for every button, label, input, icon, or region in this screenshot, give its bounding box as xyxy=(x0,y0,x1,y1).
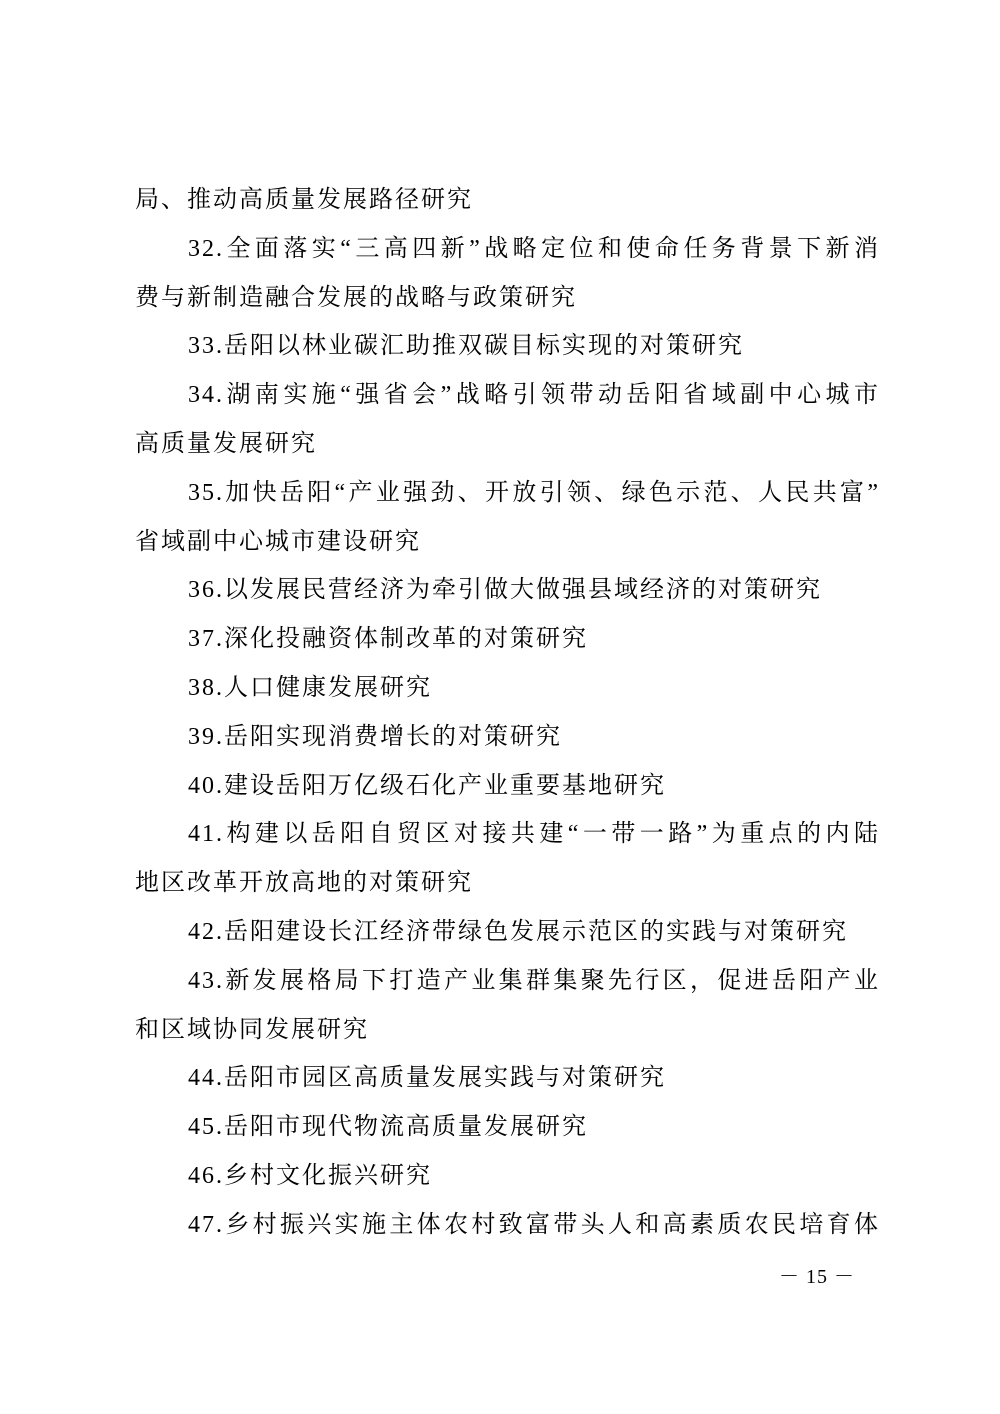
list-item-38 xyxy=(135,664,880,713)
list-item-41 xyxy=(135,810,880,908)
text-line: 和区域协同发展研究 xyxy=(135,1016,369,1043)
text-line: 36.以发展民营经济为牵引做大做强县域经济的对策研究 xyxy=(188,577,822,604)
text-line: 高质量发展研究 xyxy=(135,430,317,457)
list-item-43 xyxy=(135,957,880,1055)
text-line: 37.深化投融资体制改革的对策研究 xyxy=(188,626,588,653)
page-number: － 15 － xyxy=(779,1266,855,1288)
text-line: 42.岳阳建设长江经济带绿色发展示范区的实践与对策研究 xyxy=(188,918,848,945)
text-line: 省域副中心城市建设研究 xyxy=(135,528,421,555)
list-item-45 xyxy=(135,1103,880,1152)
text-line: 47.乡村振兴实施主体农村致富带头人和高素质农民培育体 xyxy=(188,1211,880,1238)
list-item-47 xyxy=(135,1201,880,1250)
text-line: 45.岳阳市现代物流高质量发展研究 xyxy=(188,1114,588,1141)
text-line: 46.乡村文化振兴研究 xyxy=(188,1162,432,1189)
list-item-33 xyxy=(135,322,880,371)
text-line: 34.湖南实施“强省会”战略引领带动岳阳省域副中心城市 xyxy=(188,382,880,409)
list-item-44 xyxy=(135,1054,880,1103)
text-line: 41.构建以岳阳自贸区对接共建“一带一路”为重点的内陆 xyxy=(188,821,880,848)
text-line: 44.岳阳市园区高质量发展实践与对策研究 xyxy=(188,1065,666,1092)
list-item-34 xyxy=(135,371,880,469)
text-line: 43.新发展格局下打造产业集群集聚先行区，促进岳阳产业 xyxy=(188,967,880,994)
text-line: 地区改革开放高地的对策研究 xyxy=(135,870,473,897)
list-item-32 xyxy=(135,225,880,323)
continuation-line: 局、推动高质量发展路径研究 xyxy=(135,187,473,213)
list-item-39 xyxy=(135,713,880,762)
text-line: 33.岳阳以林业碳汇助推双碳目标实现的对策研究 xyxy=(188,333,744,360)
list-item-36 xyxy=(135,566,880,615)
list-item-46 xyxy=(135,1152,880,1201)
text-line: 39.岳阳实现消费增长的对策研究 xyxy=(188,723,562,750)
list-item-40 xyxy=(135,762,880,811)
document-body xyxy=(135,176,880,1250)
text-line: 费与新制造融合发展的战略与政策研究 xyxy=(135,284,577,311)
list-item-35 xyxy=(135,469,880,567)
text-line: 32.全面落实“三高四新”战略定位和使命任务背景下新消 xyxy=(188,235,880,262)
text-line: 40.建设岳阳万亿级石化产业重要基地研究 xyxy=(188,772,666,799)
list-item-42 xyxy=(135,908,880,957)
text-line: 38.人口健康发展研究 xyxy=(188,674,432,701)
text-line: 35.加快岳阳“产业强劲、开放引领、绿色示范、人民共富” xyxy=(188,479,880,506)
list-item-37 xyxy=(135,615,880,664)
